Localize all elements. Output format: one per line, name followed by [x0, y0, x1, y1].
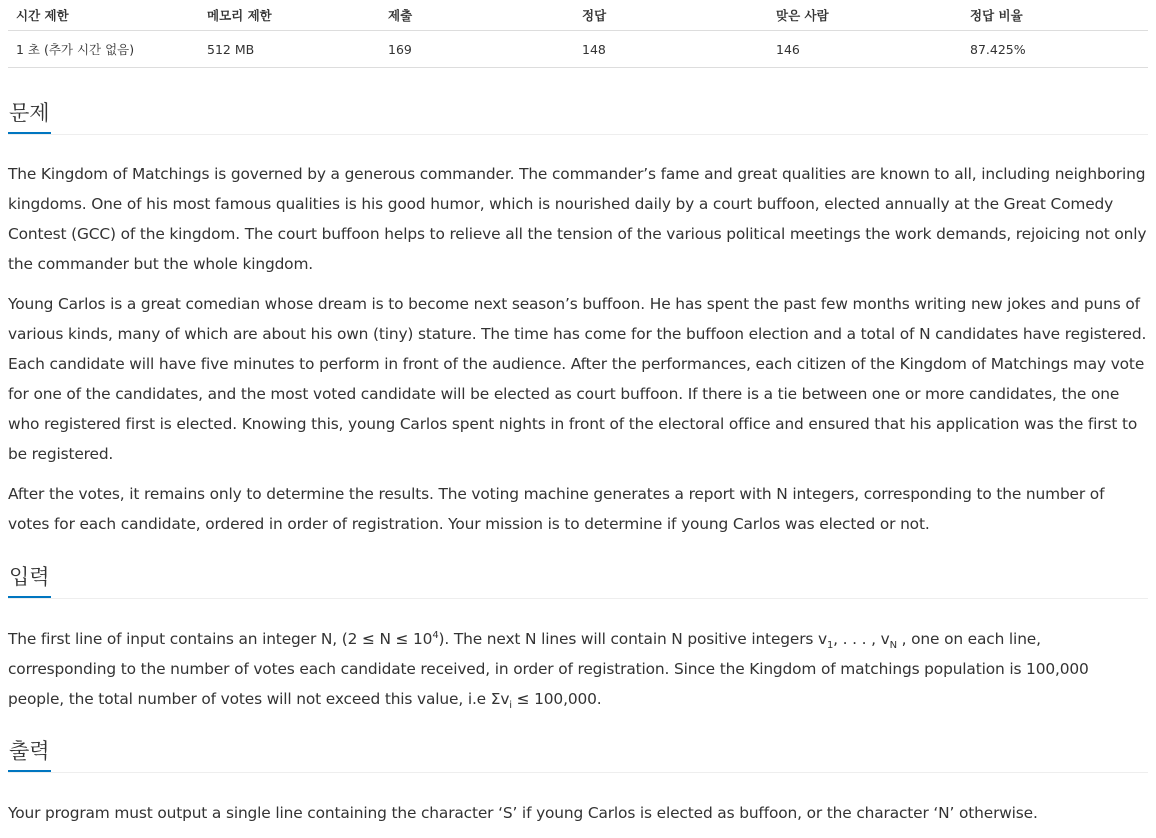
stats-solvers: 146	[768, 31, 962, 68]
stats-header-solvers: 맞은 사람	[768, 0, 962, 31]
problem-paragraph-3: After the votes, it remains only to determine the results. The voting machine generates a report with N integers, corresponding to the number of votes for each candidate, ordered in order of registration. Your mission is to determine if young Carlos was elected or not.	[8, 485, 1105, 533]
input-subscript-1: 1	[826, 640, 834, 652]
stats-accepted: 148	[574, 31, 768, 68]
problem-stats-table	[8, 0, 1148, 68]
stats-header-submissions: 제출	[380, 0, 574, 31]
input-text-b: ). The next N lines will contain N positive integers v	[438, 630, 827, 648]
input-section	[8, 562, 1148, 724]
input-subscript-n: N	[889, 640, 897, 652]
stats-time-limit: 1 초 (추가 시간 없음)	[8, 31, 199, 68]
stats-header-row	[8, 0, 1148, 31]
input-heading-bar	[8, 562, 1148, 599]
stats-memory-limit: 512 MB	[199, 31, 380, 68]
problem-heading-bar	[8, 98, 1148, 135]
problem-description	[8, 159, 1148, 539]
problem-heading: 문제	[8, 98, 51, 134]
output-heading: 출력	[8, 736, 51, 772]
input-text-e: ≤ 100,000.	[511, 690, 602, 708]
stats-header-ratio: 정답 비율	[962, 0, 1148, 31]
input-paragraph	[8, 624, 1148, 714]
stats-header-time-limit: 시간 제한	[8, 0, 199, 31]
problem-paragraph-1: The Kingdom of Matchings is governed by a generous commander. The commander’s fame and great qualities are known to all, including neighboring kingdoms. One of his most famous qualities is his good humor, which is nourished daily by a court buffoon, elected annually at the Great Comedy Contest (GCC) of the kingdom. The court buffoon helps to relieve all the tension of the various political meetings the work demands, rejoicing not only the commander but the whole kingdom.	[8, 165, 1147, 273]
output-heading-bar	[8, 736, 1148, 773]
input-text-c: , . . . , v	[833, 630, 890, 648]
input-heading: 입력	[8, 562, 51, 598]
problem-section	[8, 98, 1148, 549]
output-section	[8, 736, 1148, 838]
input-text-a: The first line of input contains an integer N, (2 ≤ N ≤ 10	[8, 630, 433, 648]
stats-value-row	[8, 31, 1148, 68]
output-paragraph: Your program must output a single line containing the character ‘S’ if young Carlos is elected as buffoon, or the character ‘N’ otherwise.	[8, 804, 1038, 822]
problem-paragraph-2: Young Carlos is a great comedian whose dream is to become next season’s buffoon. He has spent the past few months writing new jokes and puns of various kinds, many of which are about his own (tiny) stature. The time has come for the buffoon election and a total of N candidates have registered. Each candidate will have five minutes to perform in front of the audience. After the performances, each citizen of the Kingdom of Matchings may vote for one of the candidates, and the most voted candidate will be elected as court buffoon. If there is a tie between one or more candidates, the one who registered first is elected. Knowing this, young Carlos spent nights in front of the electoral office and ensured that his application was the first to be registered.	[8, 295, 1147, 463]
input-exponent: 4	[432, 629, 439, 641]
stats-ratio: 87.425%	[962, 31, 1148, 68]
input-description	[8, 624, 1148, 714]
input-subscript-i: i	[509, 700, 512, 712]
stats-header-accepted: 정답	[574, 0, 768, 31]
stats-submissions: 169	[380, 31, 574, 68]
output-description	[8, 798, 1148, 828]
stats-header-memory-limit: 메모리 제한	[199, 0, 380, 31]
input-text-d: , one on each line, corresponding to the number of votes each candidate received, in order of registration. Since the Kingdom of matchings population is 100,000 people, the total number of votes will not exceed this value, i.e Σv	[8, 630, 1089, 708]
